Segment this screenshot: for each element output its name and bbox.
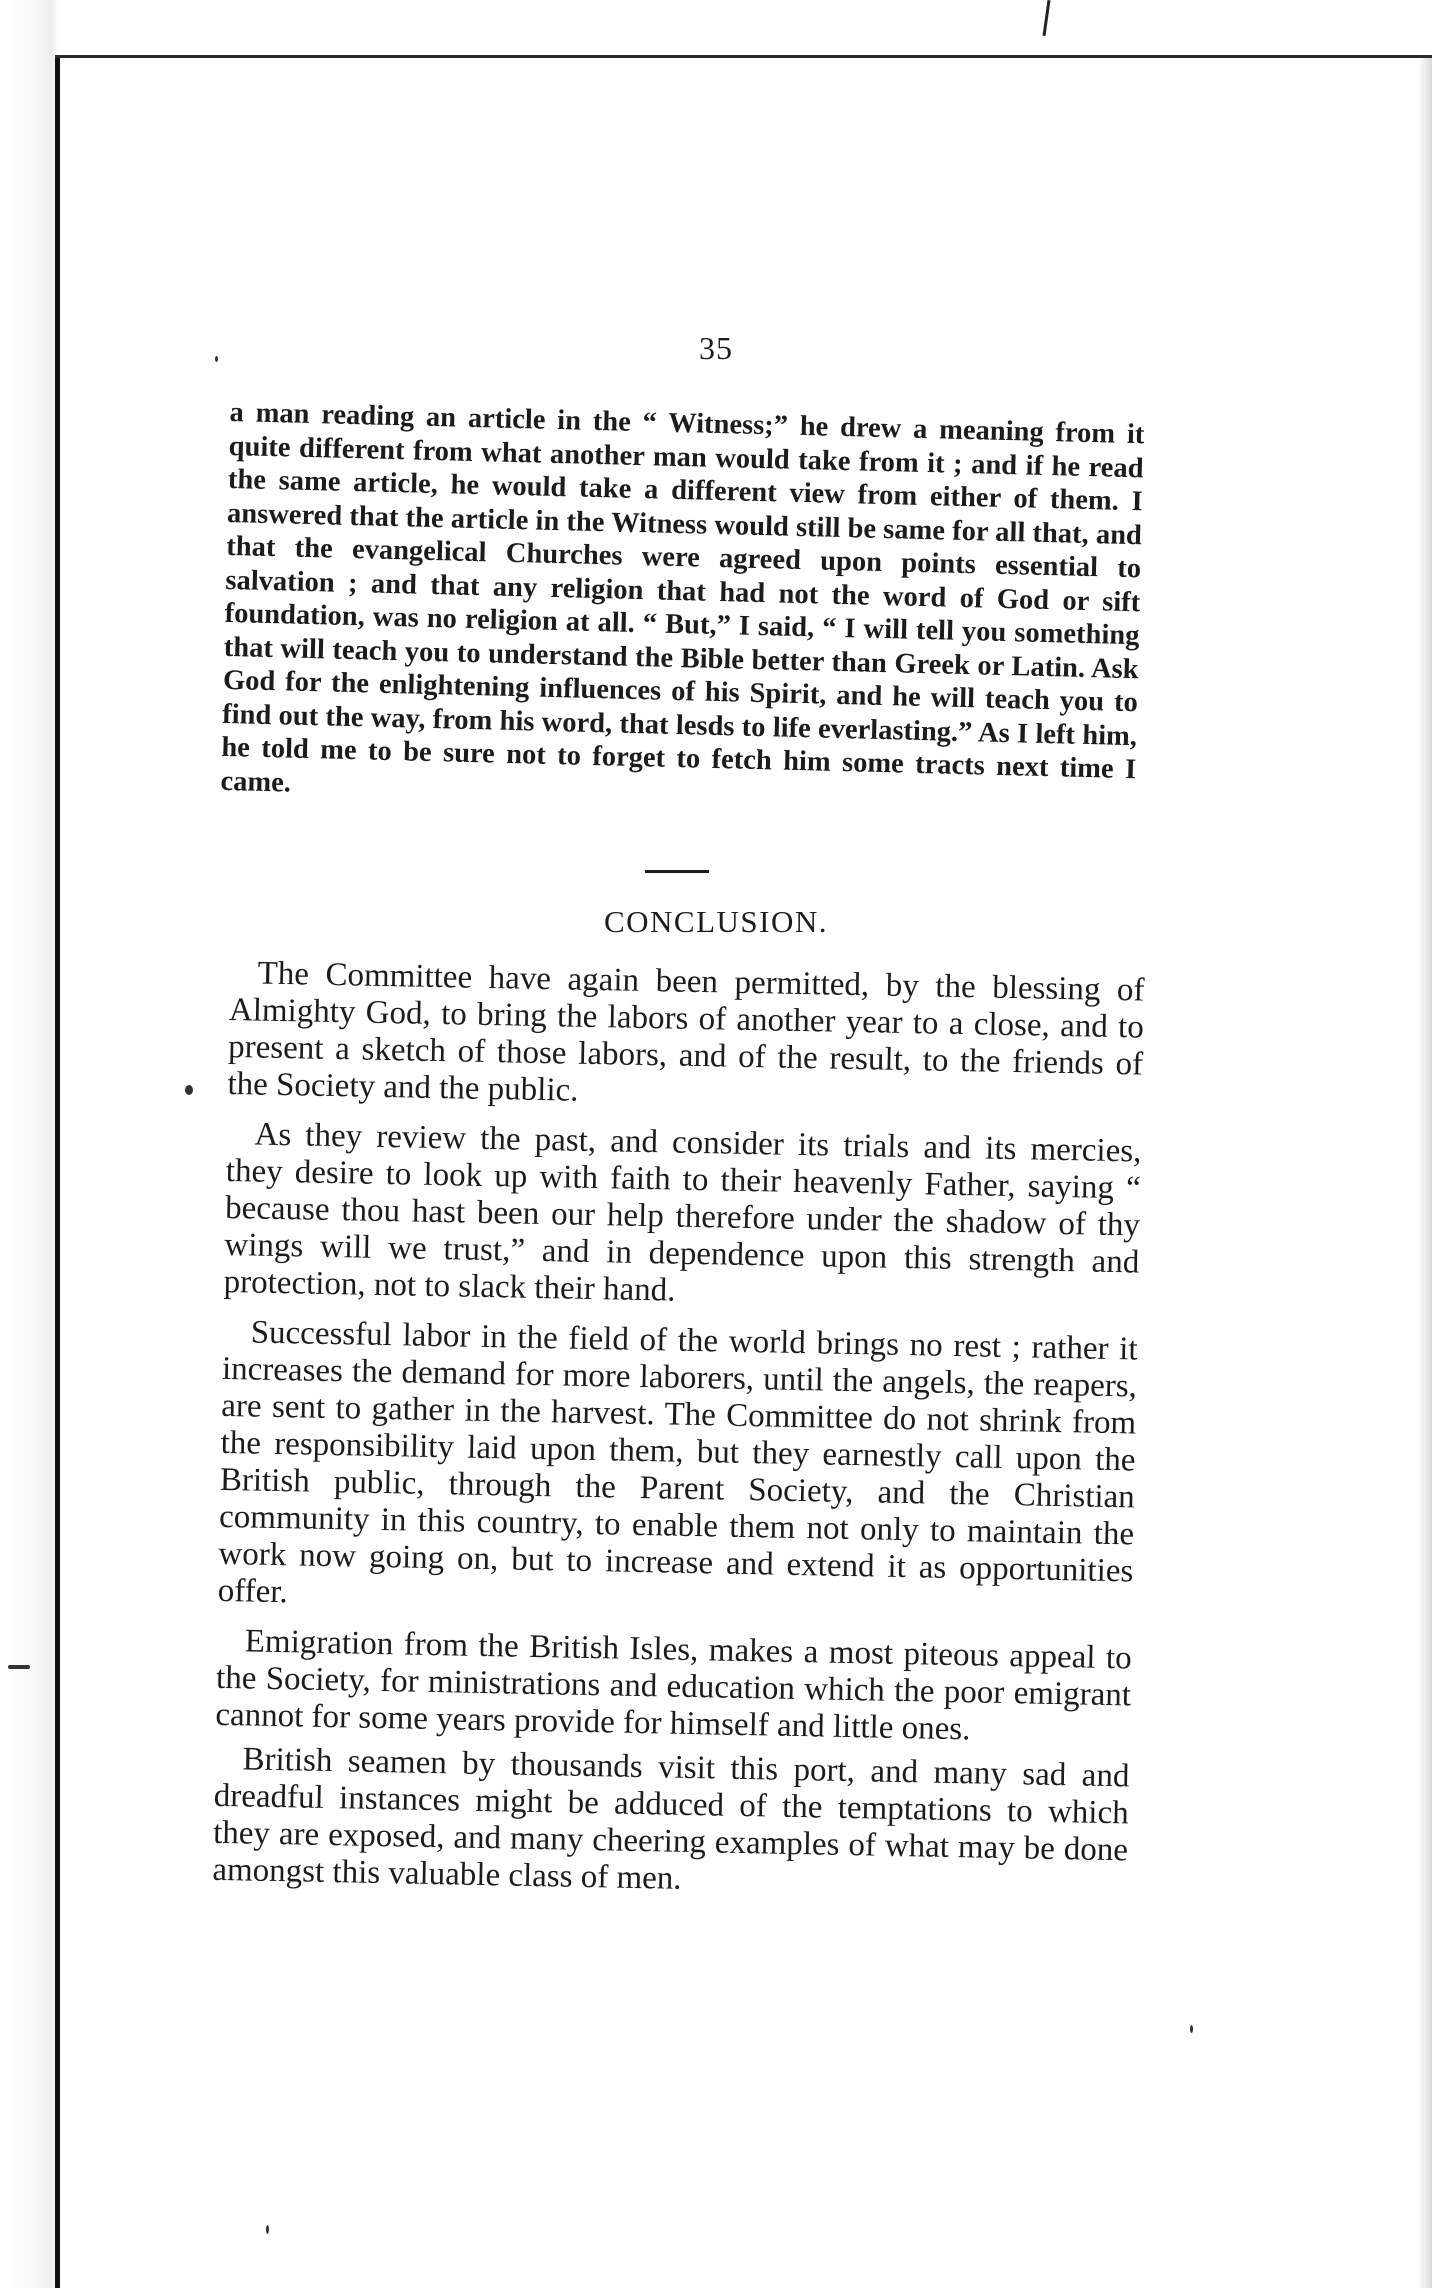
corner-pencil-mark [1043, 0, 1051, 36]
conclusion-paragraph-3: Successful labor in the field of the world brings no rest ; rather it increases the demand for more laborers, until the angels, the reapers, are sent to gather in the harvest. The Committee do not shrink from the responsibility laid upon them, but they earnestly call upon the British public, through the Parent Society, and the Christian community in this country, to enable them not only to maintain the work now going on, but to increase and extend it as opportunities offer. [217, 1314, 1138, 1611]
conclusion-paragraph-2: As they review the past, and consider its trials and its mercies, they desire to look up with faith to their heavenly Father, saying “ because thou hast been our help therefore under the shadow of thy wings will we trust,” and in dependence upon this strength and protection, not to slack their hand. [223, 1116, 1142, 1309]
interview-paragraph: a man reading an article in the “ Witness;” he drew a meaning from it quite different from what another man would take from it ; and if he read the same article, he would take a different view from either of them. I answered that the article in the Witness would still be same for all that, and that the evangelical Churches were agreed upon points essential to salvation ; and that any religion that had not the word of God or sift foundation, was no religion at all. “ But,” I said, “ I will tell you something that will teach you to understand the Bible better than Greek or Latin. Ask God for the enlightening influences of his Spirit, and he will teach you to find out the way, from his word, that lesds to life everlasting.” As I left him, he told me to be sure not to forget to fetch him some tracts next time I came. [220, 396, 1145, 799]
page-number: 35 [699, 330, 733, 366]
conclusion-paragraph-4: Emigration from the British Isles, makes a most piteous appeal to the Society, for ministrations and education which the poor emigrant cannot for some years provide for himself and little ones. [215, 1623, 1133, 1748]
conclusion-paragraph-5: British seamen by thousands visit this port, and many sad and dreadful instances might be adduced of the temptations to which they are exposed, and many cheering examples of what may be done amongst this valuable class of men. [212, 1741, 1130, 1897]
page-top-edge [55, 55, 1432, 58]
scan-speck [8, 1665, 30, 1669]
page-right-shadow [1418, 58, 1432, 2288]
interview-paragraph-block [220, 396, 1145, 820]
scan-speck [185, 1085, 193, 1095]
scan-speck [266, 2225, 269, 2234]
scan-speck [215, 356, 218, 362]
conclusion-heading: CONCLUSION. [603, 904, 829, 939]
scan-speck [1190, 2025, 1193, 2033]
binding-edge-line [55, 55, 60, 2288]
conclusion-body [212, 955, 1145, 1919]
section-divider-rule [645, 870, 709, 873]
conclusion-paragraph-1: The Committee have again been permitted, by the blessing of Almighty God, to bring the labors of another year to a close, and to present a sketch of those labors, and of the result, to the friends of the Society and the public. [227, 955, 1145, 1109]
